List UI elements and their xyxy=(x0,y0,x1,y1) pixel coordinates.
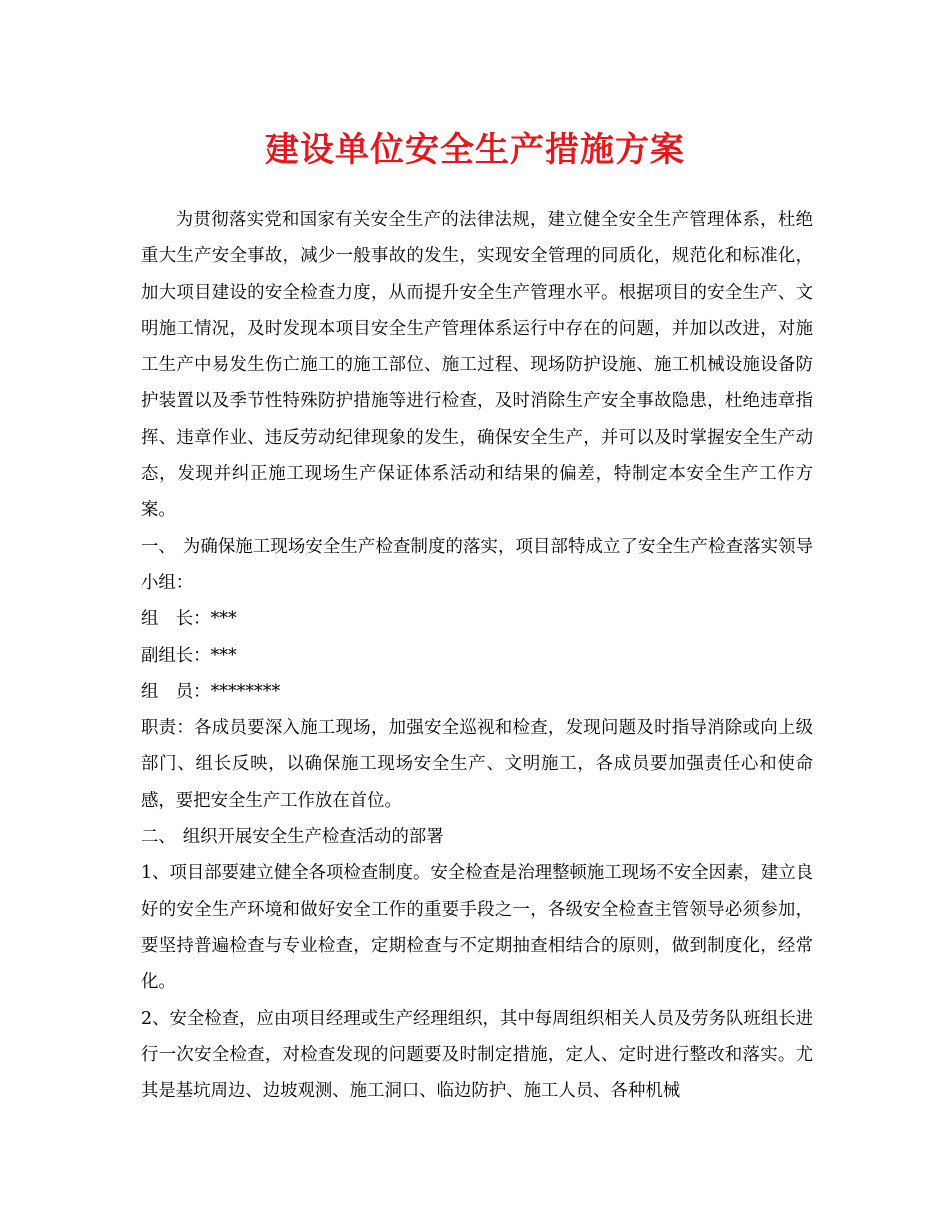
section-1-text: 为确保施工现场安全生产检查制度的落实，项目部特成立了安全生产检查落实领导小组： xyxy=(141,536,813,593)
item-2-paragraph: 2、安全检查，应由项目经理或生产经理组织，其中每周组织相关人员及劳务队班组长进行一次安全检查，对检查发现的问题要及时制定措施，定人、定时进行整改和落实。尤其是基坑周边、边坡观测、施工洞口、临边防护、施工人员、各种机械 xyxy=(141,1008,813,1102)
document-body xyxy=(141,202,813,1109)
member-label: 组 员： xyxy=(141,681,211,702)
deputy-label: 副组长： xyxy=(141,645,211,666)
document-title: 建设单位安全生产措施方案 xyxy=(265,130,685,170)
leader-label: 组 长： xyxy=(141,609,211,630)
intro-paragraph: 为贯彻落实党和国家有关安全生产的法律法规，建立健全安全生产管理体系，杜绝重大生产安全事故，减少一般事故的发生，实现安全管理的同质化，规范化和标准化，加大项目建设的安全检查力度，从而提升安全生产管理水平。根据项目的安全生产、文明施工情况，及时发现本项目安全生产管理体系运行中存在的问题，并加以改进，对施工生产中易发生伤亡施工的施工部位、施工过程、现场防护设施、施工机械设施设备防护装置以及季节性特殊防护措施等进行检查，及时消除生产安全事故隐患，杜绝违章指挥、违章作业、违反劳动纪律现象的发生，确保安全生产，并可以及时掌握安全生产动态，发现并纠正施工现场生产保证体系活动和结果的偏差，特制定本安全生产工作方案。 xyxy=(141,210,813,521)
duties-paragraph: 职责：各成员要深入施工现场，加强安全巡视和检查，发现问题及时指导消除或向上级部门、组长反映，以确保施工现场安全生产、文明施工，各成员要加强责任心和使命感，要把安全生产工作放在首位。 xyxy=(141,718,813,811)
section-1-paragraph xyxy=(141,529,813,602)
member-value: ******** xyxy=(210,681,281,702)
member-line xyxy=(141,674,813,710)
item-1-paragraph: 1、项目部要建立健全各项检查制度。安全检查是治理整顿施工现场不安全因素，建立良好的安全生产环境和做好安全工作的重要手段之一，各级安全检查主管领导必须参加，要坚持普遍检查与专业检查，定期检查与不定期抽查相结合的原则，做到制度化，经常化。 xyxy=(141,863,813,993)
section-2-text: 组织开展安全生产检查活动的部署 xyxy=(182,827,444,848)
leader-value: *** xyxy=(210,609,237,630)
leader-line xyxy=(141,601,813,637)
section-1-number: 一、 xyxy=(141,536,176,557)
deputy-value: *** xyxy=(210,645,237,666)
section-2-paragraph xyxy=(141,819,813,855)
section-2-number: 二、 xyxy=(141,827,176,848)
deputy-line xyxy=(141,638,813,674)
